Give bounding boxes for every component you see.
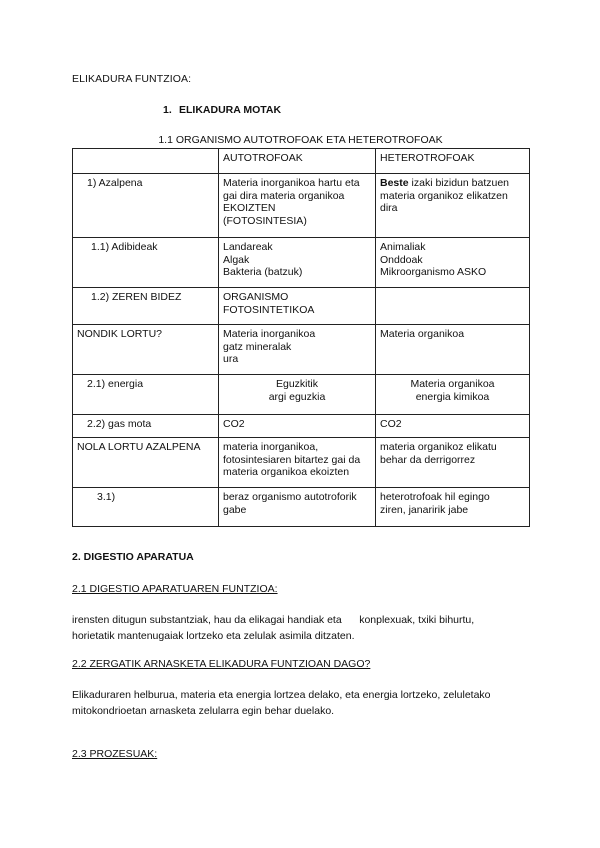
row-label: NOLA LORTU AZALPENA [73, 438, 219, 488]
cell-line: heterotrofoak hil egingo [380, 491, 490, 503]
cell-line: gai dira materia organikoa [223, 189, 345, 202]
subsection-2-1-paragraph [72, 612, 532, 644]
table-row [73, 288, 530, 325]
heterotroph-cell [376, 438, 530, 488]
subsection-2-2-paragraph [72, 687, 532, 719]
header-cell-autotrofoak: AUTOTROFOAK [219, 149, 376, 174]
row-label: 1) Azalpena [73, 174, 219, 238]
row-label: 1.2) ZEREN BIDEZ [73, 288, 219, 325]
cell-line: FOTOSINTETIKOA [223, 303, 315, 316]
cell-line: EKOIZTEN [223, 202, 276, 215]
table-row [73, 415, 530, 438]
row-label: 1.1) Adibideak [73, 238, 219, 288]
paragraph-line: irensten ditugun substantziak, hau da elikagai handiak eta konplexuak, txiki bihurtu, [72, 614, 475, 626]
heterotroph-cell [376, 238, 530, 288]
autotroph-cell [219, 488, 376, 527]
paragraph-line: horietatik mantenugaiak lortzeko eta zelulak asimila ditzaten. [72, 630, 355, 642]
cell-line: Materia organikoa [380, 328, 465, 340]
cell-line: Algak [223, 253, 250, 266]
cell-line: Landareak [223, 241, 273, 253]
subsection-2-2-heading: 2.2 ZERGATIK ARNASKETA ELIKADURA FUNTZIOAN DAGO? [72, 658, 371, 670]
cell-line: gabe [223, 503, 247, 516]
table-row [73, 238, 530, 288]
paragraph-line: mitokondrioetan arnasketa zelularra egin behar duelako. [72, 705, 335, 717]
cell-line: beraz organismo autotroforik [223, 491, 357, 503]
cell-text: izaki bizidun batzuen [408, 177, 510, 189]
cell-line: Materia organikoa [410, 378, 495, 390]
table-row [73, 174, 530, 238]
emphasis-text: Beste [380, 177, 409, 189]
cell-line [380, 177, 525, 190]
autotroph-cell [219, 325, 376, 375]
cell-line: ORGANISMO [223, 291, 289, 303]
section-1-number: 1. [163, 104, 172, 116]
heterotroph-cell [376, 288, 530, 325]
table-row [73, 325, 530, 375]
heterotroph-cell [376, 174, 530, 238]
cell-line: Materia inorganikoa [223, 328, 316, 340]
autotroph-cell [219, 288, 376, 325]
cell-line: materia organikoa ekoizten [223, 466, 350, 479]
table-caption: 1.1 ORGANISMO AUTOTROFOAK ETA HETEROTROFOAK [158, 134, 443, 146]
cell-line: (FOTOSINTESIA) [223, 214, 307, 227]
cell-line: behar da derrigorrez [380, 453, 476, 466]
cell-line: materia inorganikoa, [223, 441, 319, 453]
cell-line: Mikroorganismo ASKO [380, 266, 487, 279]
heterotroph-cell [376, 488, 530, 527]
document-title: ELIKADURA FUNTZIOA: [72, 73, 192, 85]
cell-line: gatz mineralak [223, 340, 292, 353]
header-cell-empty [73, 149, 219, 174]
cell-line: Materia inorganikoa hartu eta [223, 177, 360, 189]
section-1-title: ELIKADURA MOTAK [179, 104, 282, 116]
autotroph-cell: CO2 [219, 415, 376, 438]
autotroph-cell [219, 174, 376, 238]
heterotroph-cell [376, 325, 530, 375]
cell-line: energia kimikoa [415, 390, 490, 403]
subsection-2-3-heading: 2.3 PROZESUAK: [72, 748, 158, 760]
cell-line: dira [380, 202, 398, 215]
autotroph-cell [219, 375, 376, 415]
heterotroph-cell: CO2 [376, 415, 530, 438]
autotroph-heterotroph-table [72, 148, 530, 527]
cell-line: Animaliak [380, 241, 426, 253]
autotroph-cell [219, 238, 376, 288]
table-row [73, 488, 530, 527]
row-label: 2.2) gas mota [73, 415, 219, 438]
paragraph-line: Elikaduraren helburua, materia eta energia lortzea delako, eta energia lortzeko, zeluletako [72, 689, 491, 701]
autotroph-cell [219, 438, 376, 488]
row-label: 2.1) energia [73, 375, 219, 415]
row-label: NONDIK LORTU? [73, 325, 219, 375]
cell-line: Onddoak [380, 253, 423, 266]
cell-line: argi eguzkia [268, 390, 326, 403]
cell-line: fotosintesiaren bitartez gai da [223, 453, 361, 466]
cell-line: ziren, janaririk jabe [380, 503, 469, 516]
section-2-heading: 2. DIGESTIO APARATUA [72, 551, 194, 563]
cell-line: materia organikoz elikatu [380, 441, 497, 453]
cell-line: materia organikoz elikatzen [380, 189, 508, 202]
table-row [73, 438, 530, 488]
section-1-heading [163, 104, 281, 116]
cell-line: Eguzkitik [275, 378, 318, 390]
subsection-2-1-heading: 2.1 DIGESTIO APARATUAREN FUNTZIOA: [72, 583, 278, 595]
cell-line: ura [223, 353, 239, 366]
table-header-row [73, 149, 530, 174]
heterotroph-cell [376, 375, 530, 415]
row-label: 3.1) [73, 488, 219, 527]
header-cell-heterotrofoak: HETEROTROFOAK [376, 149, 530, 174]
cell-line: Bakteria (batzuk) [223, 266, 303, 279]
table-row [73, 375, 530, 415]
